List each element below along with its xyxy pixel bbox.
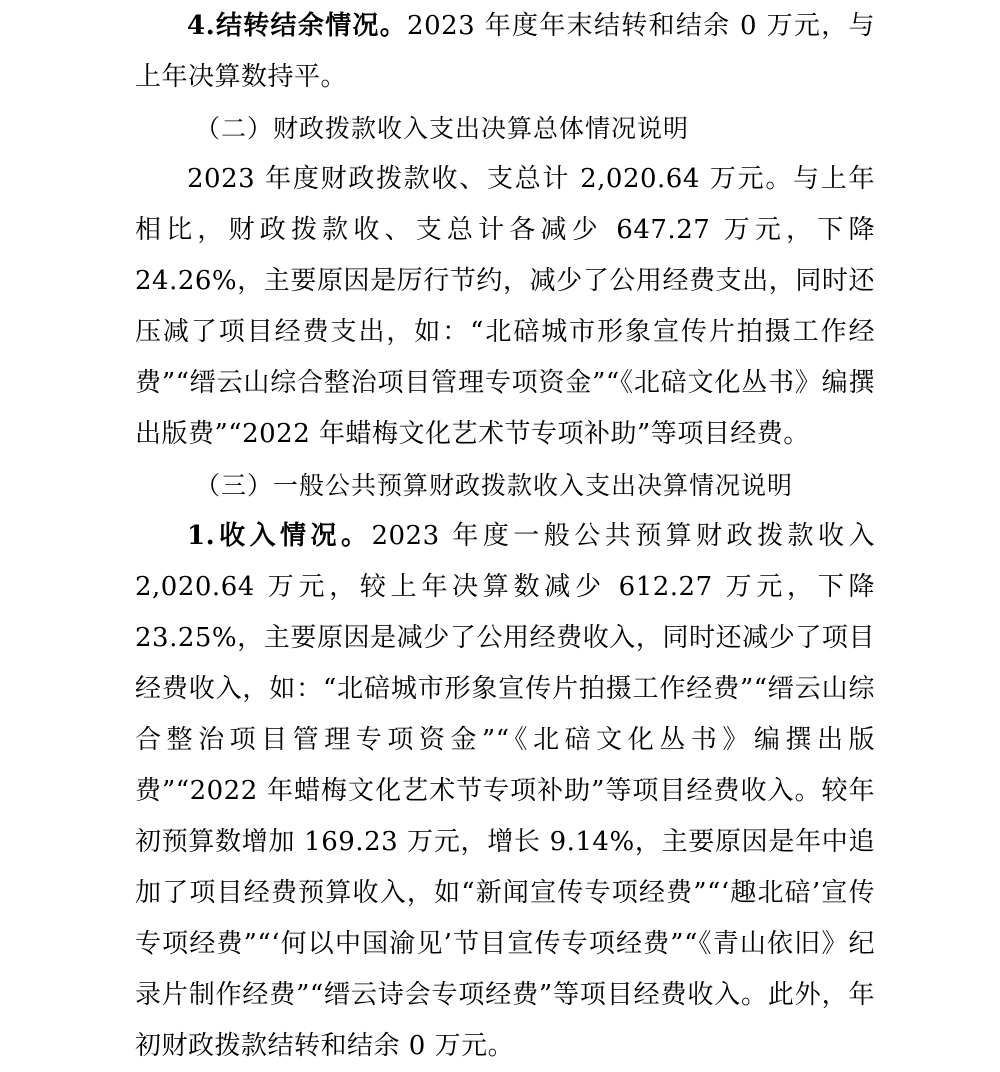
section-heading-3: （三）一般公共预算财政拨款收入支出决算情况说明: [195, 471, 794, 500]
paragraph-text: 2023 年度一般公共预算财政拨款收入 2,020.64 万元，较上年决算数减少 612.27 万元，下降 23.25%，主要原因是减少了公用经费收入，同时还减少了项目经费收入，如：“北碚城市形象宣传片拍摄工作经费”“缙云山综合整治项目管理专项资金”“《北碚文化丛书》编撰出版费”“2022 年蜡梅文化艺术节专项补助”等项目经费收入。较年初预算数增加 169.23 万元，增长 9.14%，主要原因是年中追加了项目经费预算收入，如“新闻宣传专项经费”“‘趣北碚’宣传专项经费”“‘何以中国渝见’节目宣传专项经费”“《青山依旧》纪录片制作经费”“缙云诗会专项经费”等项目经费收入。此外，年初财政拨款结转和结余 0 万元。: [135, 521, 875, 1061]
paragraph-lead: 4.结转结余情况。: [187, 11, 408, 41]
section-heading-2: （二）财政拨款收入支出决算总体情况说明: [195, 114, 690, 143]
paragraph-carryover-balance: [135, 1, 875, 103]
paragraph-text: 2023 年度年末结转和结余 0 万元，与上年决算数持平。: [135, 11, 875, 92]
paragraph-fiscal-overview: 2023 年度财政拨款收、支总计 2,020.64 万元。与上年相比，财政拨款收、支总计各减少 647.27 万元，下降 24.26%，主要原因是厉行节约，减少了公用经费支出，同时还压减了项目经费支出，如：“北碚城市形象宣传片拍摄工作经费”“缙云山综合整治项目管理专项资金”“《北碚文化丛书》编撰出版费”“2022 年蜡梅文化艺术节专项补助”等项目经费。: [135, 164, 875, 449]
paragraph-lead: 1.收入情况。: [187, 521, 372, 551]
paragraph-income: [135, 511, 875, 1072]
document-page: [135, 0, 875, 1072]
